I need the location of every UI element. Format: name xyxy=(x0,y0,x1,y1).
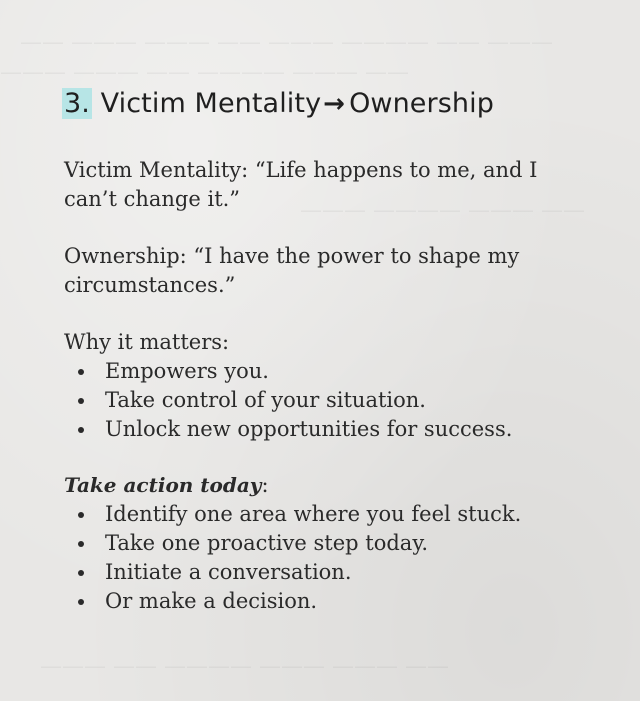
list-item-text: Unlock new opportunities for success. xyxy=(105,417,513,441)
bullet-icon xyxy=(78,512,84,518)
victim-line-1: Victim Mentality: “Life happens to me, and I xyxy=(64,158,538,182)
section-heading xyxy=(62,88,494,119)
list-item-text: Or make a decision. xyxy=(105,589,318,613)
list-item xyxy=(64,500,521,529)
heading-left-text: Victim Mentality xyxy=(100,88,322,119)
ownership-line-2: circumstances.” xyxy=(64,273,236,297)
ownership-paragraph xyxy=(64,242,519,300)
take-action-section xyxy=(64,471,521,616)
heading-right-text: Ownership xyxy=(349,88,494,119)
bullet-icon xyxy=(78,541,84,547)
victim-line-2: can’t change it.” xyxy=(64,187,241,211)
list-item-text: Identify one area where you feel stuck. xyxy=(105,502,522,526)
list-item-text: Initiate a conversation. xyxy=(105,560,352,584)
list-item-text: Take one proactive step today. xyxy=(105,531,429,555)
list-item xyxy=(64,357,512,386)
bullet-icon xyxy=(78,599,84,605)
bullet-icon xyxy=(78,398,84,404)
victim-mentality-paragraph xyxy=(64,156,537,214)
list-item-text: Empowers you. xyxy=(105,359,269,383)
why-title: Why it matters: xyxy=(64,330,230,354)
arrow-right-icon: → xyxy=(323,89,346,119)
action-title-colon: : xyxy=(261,473,269,497)
list-item-text: Take control of your situation. xyxy=(105,388,426,412)
bullet-icon xyxy=(78,570,84,576)
bullet-icon xyxy=(78,369,84,375)
list-item xyxy=(64,587,521,616)
action-title-text: Take action today xyxy=(64,473,262,497)
list-item xyxy=(64,558,521,587)
why-list xyxy=(64,357,512,444)
bullet-icon xyxy=(78,427,84,433)
action-list xyxy=(64,500,521,616)
list-item xyxy=(64,529,521,558)
list-item xyxy=(64,386,512,415)
why-it-matters-section xyxy=(64,328,512,444)
list-item xyxy=(64,415,512,444)
ownership-line-1: Ownership: “I have the power to shape my xyxy=(64,244,520,268)
section-number-highlight: 3. xyxy=(64,88,90,119)
action-title xyxy=(64,471,521,500)
